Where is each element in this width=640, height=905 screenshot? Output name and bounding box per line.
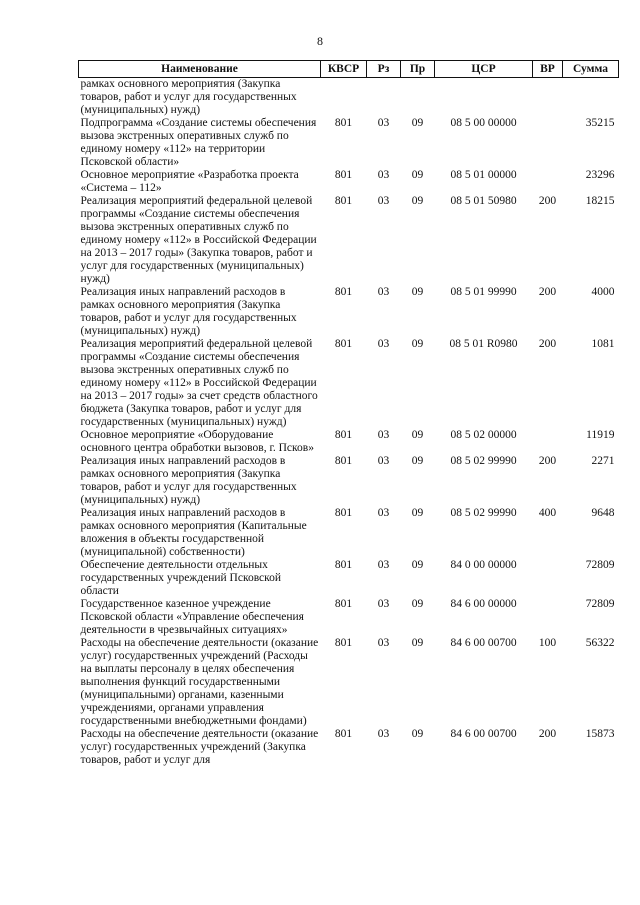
cell-sum: 15873 (585, 728, 615, 740)
table-row (79, 195, 619, 286)
cell-pr: 09 (411, 117, 424, 129)
table-row (79, 338, 619, 429)
cell-vr: 200 (538, 455, 557, 467)
cell-kvsr: 801 (334, 598, 353, 610)
cell-pr: 09 (411, 637, 424, 649)
cell-pr: 09 (411, 429, 424, 441)
table-row (79, 728, 619, 767)
cell-vr: 200 (538, 195, 557, 207)
cell-kvsr: 801 (334, 559, 353, 571)
cell-rz: 03 (377, 598, 390, 610)
cell-csr: 08 5 01 R0980 (449, 338, 518, 350)
cell-rz: 03 (377, 637, 390, 649)
cell-rz: 03 (377, 195, 390, 207)
cell-pr: 09 (411, 455, 424, 467)
cell-name: Реализация мероприятий федеральной целевой программы «Создание системы обеспечения вызова экстренных оперативных служб по единому номеру «112» в Российской Федерации на 2013 – 2017 годы» за счет средств областного бюджета (Закупка товаров, работ и услуг для государственных (муниципальных) нужд) (80, 338, 318, 428)
cell-csr: 84 6 00 00000 (450, 598, 517, 610)
header-kvsr: КВСР (321, 61, 367, 78)
cell-sum: 35215 (585, 117, 615, 129)
cell-kvsr: 801 (334, 286, 353, 298)
cell-rz: 03 (377, 728, 390, 740)
cell-name: Реализация мероприятий федеральной целевой программы «Создание системы обеспечения вызова экстренных оперативных служб по единому номеру «112» в Российской Федерации на 2013 – 2017 годы» (Закупка товаров, работ и услуг для государственных (муниципальных) нужд) (80, 195, 317, 285)
cell-rz: 03 (377, 286, 390, 298)
cell-sum: 72809 (585, 559, 615, 571)
cell-rz: 03 (377, 559, 390, 571)
cell-pr: 09 (411, 338, 424, 350)
cell-kvsr: 801 (334, 117, 353, 129)
cell-kvsr: 801 (334, 637, 353, 649)
cell-pr: 09 (411, 598, 424, 610)
cell-vr: 100 (538, 637, 557, 649)
cell-vr: 200 (538, 286, 557, 298)
cell-kvsr: 801 (334, 429, 353, 441)
table-row (79, 507, 619, 559)
cell-pr: 09 (411, 559, 424, 571)
cell-name: Расходы на обеспечение деятельности (оказание услуг) государственных учреждений (Закупка товаров, работ и услуг для (80, 728, 319, 766)
cell-pr: 09 (411, 507, 424, 519)
budget-table (78, 60, 619, 767)
cell-csr: 08 5 01 00000 (450, 169, 517, 181)
header-csr: ЦСР (435, 61, 533, 78)
header-rz: Рз (367, 61, 401, 78)
cell-name: Реализация иных направлений расходов в рамках основного мероприятия (Закупка товаров, работ и услуг для государственных (муниципальных) нужд) (80, 286, 297, 337)
cell-sum: 18215 (585, 195, 615, 207)
cell-csr: 08 5 02 99990 (450, 455, 517, 467)
cell-vr: 200 (538, 728, 557, 740)
cell-sum: 72809 (585, 598, 615, 610)
cell-rz: 03 (377, 507, 390, 519)
header-pr: Пр (401, 61, 435, 78)
cell-kvsr: 801 (334, 338, 353, 350)
cell-sum: 9648 (591, 507, 615, 519)
cell-sum: 1081 (591, 338, 615, 350)
cell-sum: 23296 (585, 169, 615, 181)
cell-pr: 09 (411, 728, 424, 740)
cell-name: Реализация иных направлений расходов в рамках основного мероприятия (Капитальные вложения в объекты государственной (муниципальной) собственности) (80, 507, 307, 558)
table-row (79, 169, 619, 195)
cell-name: Подпрограмма «Создание системы обеспечения вызова экстренных оперативных служб по единому номеру «112» на территории Псковской области» (80, 117, 317, 168)
cell-vr (533, 559, 563, 598)
cell-pr: 09 (411, 195, 424, 207)
table-header-row (79, 61, 619, 78)
cell-pr: 09 (411, 286, 424, 298)
cell-name: Основное мероприятие «Оборудование основного центра обработки вызовов, г. Псков» (80, 429, 314, 454)
cell-sum: 11919 (586, 429, 615, 441)
continuation-row (79, 78, 619, 118)
cell-sum: 56322 (585, 637, 615, 649)
header-sum: Сумма (563, 61, 619, 78)
table-row (79, 117, 619, 169)
cell-kvsr: 801 (334, 728, 353, 740)
cell-kvsr: 801 (334, 455, 353, 467)
cell-rz: 03 (377, 455, 390, 467)
cell-kvsr: 801 (334, 195, 353, 207)
cell-csr: 84 6 00 00700 (450, 637, 517, 649)
cell-name: Реализация иных направлений расходов в рамках основного мероприятия (Закупка товаров, работ и услуг для государственных (муниципальных) нужд) (80, 455, 297, 506)
cell-csr: 08 5 01 50980 (450, 195, 517, 207)
cell-rz: 03 (377, 169, 390, 181)
cell-vr (533, 169, 563, 195)
table-row (79, 429, 619, 455)
cell-rz: 03 (377, 117, 390, 129)
cell-rz: 03 (377, 429, 390, 441)
cell-vr: 200 (538, 338, 557, 350)
page-number: 8 (317, 34, 323, 48)
table-row (79, 637, 619, 728)
table-row (79, 559, 619, 598)
table-row (79, 455, 619, 507)
cell-vr (533, 429, 563, 455)
cell-vr: 400 (538, 507, 557, 519)
cell-csr: 08 5 00 00000 (450, 117, 517, 129)
cell-csr: 08 5 01 99990 (450, 286, 517, 298)
cell-csr: 08 5 02 99990 (450, 507, 517, 519)
header-name: Наименование (79, 61, 321, 78)
cell-sum: 4000 (591, 286, 615, 298)
cell-vr (533, 598, 563, 637)
cell-sum: 2271 (591, 455, 615, 467)
cell-vr (533, 117, 563, 169)
cell-rz: 03 (377, 338, 390, 350)
cell-csr: 84 0 00 00000 (450, 559, 517, 571)
cell-name: Расходы на обеспечение деятельности (оказание услуг) государственных учреждений (Расходы на выплаты персоналу в целях обеспечения выполнения функций государственными (муниципальными) органами, казенными учреждениями, органами управления государственными внебюджетными фондами) (80, 637, 319, 727)
table-row (79, 598, 619, 637)
header-vr: ВР (533, 61, 563, 78)
cell-name: Основное мероприятие «Разработка проекта «Система – 112» (80, 169, 299, 194)
table-row (79, 286, 619, 338)
cell-csr: 84 6 00 00700 (450, 728, 517, 740)
cell-pr: 09 (411, 169, 424, 181)
cell-name: Обеспечение деятельности отдельных государственных учреждений Псковской области (80, 559, 282, 597)
cell-csr: 08 5 02 00000 (450, 429, 517, 441)
cell-name: Государственное казенное учреждение Псковской области «Управление обеспечения деятельности в чрезвычайных ситуациях» (80, 598, 304, 636)
continuation-text: рамках основного мероприятия (Закупка товаров, работ и услуг для государственных (муниципальных) нужд) (80, 78, 297, 116)
cell-kvsr: 801 (334, 507, 353, 519)
cell-kvsr: 801 (334, 169, 353, 181)
